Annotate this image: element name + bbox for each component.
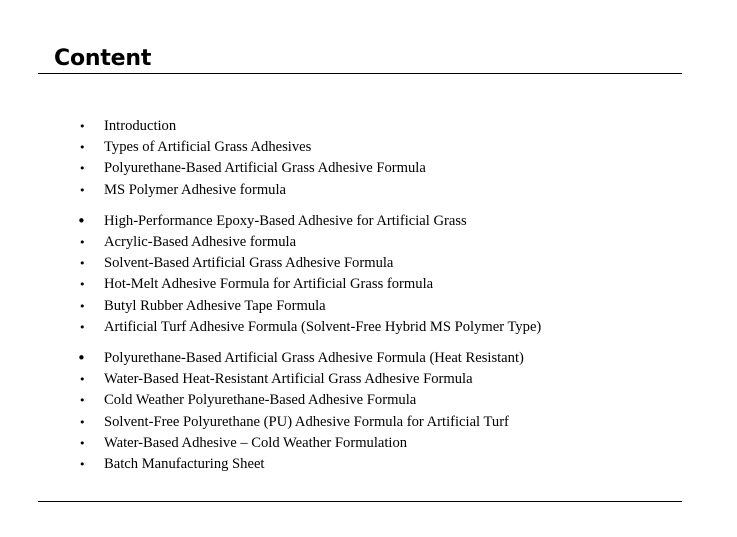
list-item[interactable] [76,116,716,137]
list-item-label: Types of Artificial Grass Adhesives [104,139,312,156]
list-item[interactable] [76,274,716,295]
list-item-label: Butyl Rubber Adhesive Tape Formula [104,297,326,314]
list-item[interactable] [76,296,716,317]
list-item[interactable] [76,317,716,338]
footer-divider [38,501,682,502]
list-item[interactable] [76,454,716,475]
bullet-icon: • [79,162,86,176]
bullet-icon: • [79,299,86,313]
list-item[interactable] [76,211,716,232]
bullet-icon: • [79,278,86,292]
bullet-icon: • [77,349,86,368]
list-item[interactable] [76,348,716,369]
list-item-label: Artificial Turf Adhesive Formula (Solvent-Free Hybrid MS Polymer Type) [104,318,542,335]
bullet-group [76,116,716,201]
list-item[interactable] [76,137,716,158]
bullet-icon: • [79,120,86,133]
list-item-label: Solvent-Free Polyurethane (PU) Adhesive Formula for Artificial Turf [104,413,509,430]
bullet-icon: • [79,394,86,408]
bullet-icon: • [79,320,86,334]
bullet-icon: • [79,257,86,271]
list-item-label: Polyurethane-Based Artificial Grass Adhesive Formula (Heat Resistant) [104,350,524,367]
bullet-group [76,348,716,475]
list-item-label: Hot-Melt Adhesive Formula for Artificial Grass formula [104,276,434,293]
bullet-icon: • [79,415,86,429]
list-item[interactable] [76,180,716,201]
table-of-contents-list [76,116,716,475]
bullet-icon: • [79,236,86,250]
bullet-icon: • [79,458,86,472]
title-underline-divider [38,73,682,74]
list-item-label: Polyurethane-Based Artificial Grass Adhesive Formula [104,160,426,177]
list-item-label: Water-Based Adhesive – Cold Weather Formulation [104,434,408,451]
list-item-label: Water-Based Heat-Resistant Artificial Grass Adhesive Formula [104,371,473,388]
list-item[interactable] [76,158,716,179]
list-item[interactable] [76,253,716,274]
page-title: Content [54,46,152,71]
bullet-icon: • [77,211,86,230]
list-item[interactable] [76,390,716,411]
list-item[interactable] [76,433,716,454]
list-item[interactable] [76,232,716,253]
bullet-icon: • [79,183,86,197]
list-item-label: MS Polymer Adhesive formula [104,181,287,198]
list-item-label: Batch Manufacturing Sheet [104,456,265,473]
bullet-icon: • [79,141,86,155]
list-item-label: High-Performance Epoxy-Based Adhesive for Artificial Grass [104,212,467,229]
list-item[interactable] [76,369,716,390]
bullet-icon: • [79,436,86,450]
list-item-label: Solvent-Based Artificial Grass Adhesive Formula [104,255,394,272]
list-item-label: Introduction [104,118,177,134]
list-item-label: Cold Weather Polyurethane-Based Adhesive Formula [104,392,417,409]
list-item[interactable] [76,412,716,433]
bullet-icon: • [79,373,86,387]
list-item-label: Acrylic-Based Adhesive formula [104,234,297,251]
bullet-group [76,211,716,338]
